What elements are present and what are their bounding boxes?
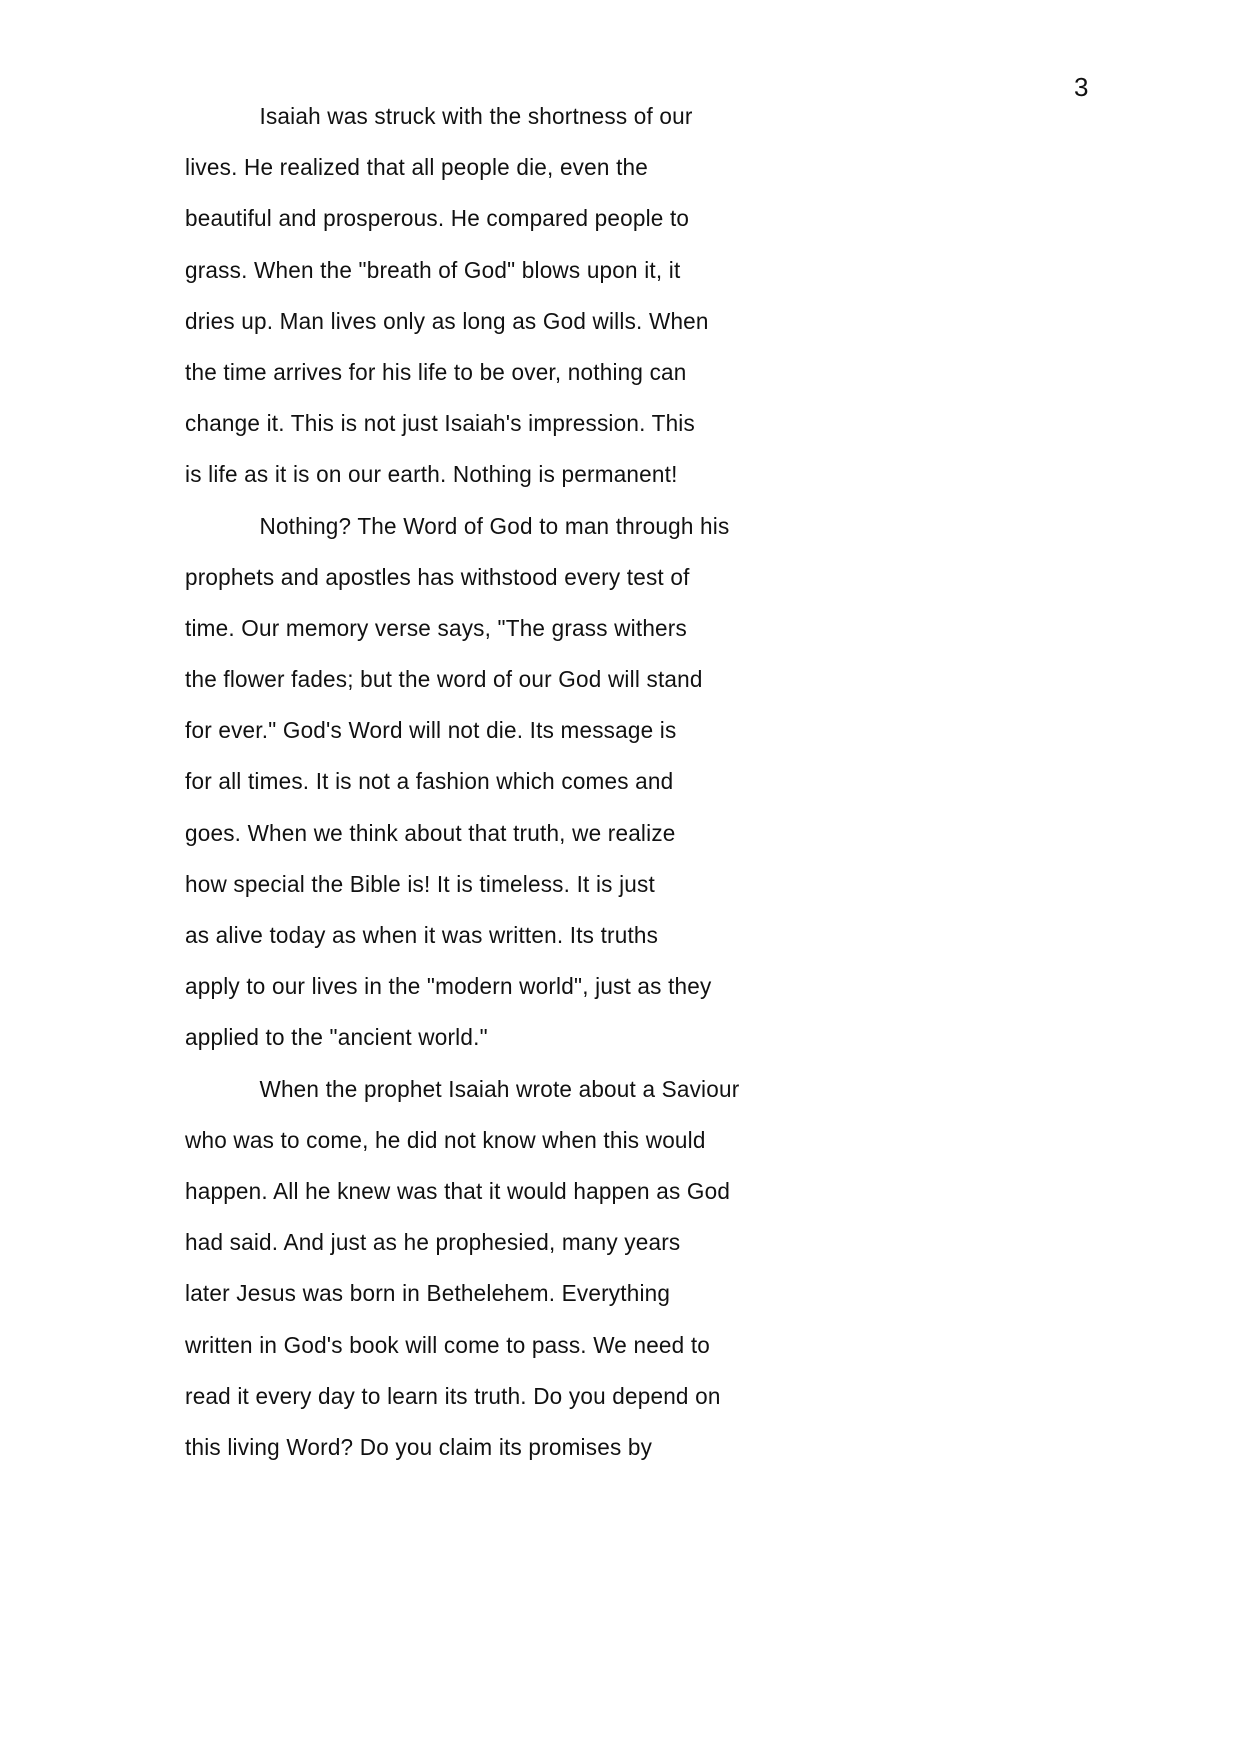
text-line: how special the Bible is! It is timeless. It is just — [185, 870, 655, 897]
paragraph-1 — [185, 91, 885, 501]
text-line: this living Word? Do you claim its promises by — [185, 1433, 653, 1460]
text-line: prophets and apostles has withstood every test of — [185, 563, 690, 590]
text-line: later Jesus was born in Bethelehem. Everything — [185, 1280, 671, 1307]
text-line: Nothing? The Word of God to man through his — [259, 512, 730, 539]
body-text — [185, 91, 885, 1473]
text-line: lives. He realized that all people die, even the — [185, 154, 649, 181]
page-number: 3 — [1074, 72, 1089, 102]
text-line: for all times. It is not a fashion which comes and — [185, 768, 674, 795]
text-line: grass. When the "breath of God" blows upon it, it — [185, 256, 681, 283]
text-line: apply to our lives in the "modern world", just as they — [185, 973, 712, 1000]
text-line: goes. When we think about that truth, we realize — [185, 819, 676, 846]
text-line: When the prophet Isaiah wrote about a Saviour — [259, 1075, 740, 1102]
paragraph-3 — [185, 1064, 885, 1474]
text-line: the flower fades; but the word of our God will stand — [185, 666, 703, 693]
text-line: for ever." God's Word will not die. Its message is — [185, 717, 677, 744]
text-line: the time arrives for his life to be over, nothing can — [185, 358, 687, 385]
text-line: dries up. Man lives only as long as God wills. When — [185, 307, 709, 334]
text-line: as alive today as when it was written. Its truths — [185, 922, 659, 948]
text-line: time. Our memory verse says, "The grass withers — [185, 614, 687, 641]
paragraph-2 — [185, 501, 885, 1064]
text-line: written in God's book will come to pass. We need to — [185, 1331, 711, 1358]
text-line: beautiful and prosperous. He compared people to — [185, 205, 690, 232]
text-line: Isaiah was struck with the shortness of our — [259, 103, 693, 129]
text-line: happen. All he knew was that it would happen as God — [185, 1177, 731, 1204]
text-line: applied to the "ancient world." — [185, 1024, 488, 1051]
text-line: is life as it is on our earth. Nothing is permanent! — [185, 461, 678, 488]
text-line: who was to come, he did not know when this would — [185, 1126, 706, 1153]
text-line: had said. And just as he prophesied, many years — [185, 1229, 681, 1256]
text-line: read it every day to learn its truth. Do you depend on — [185, 1382, 721, 1409]
text-line: change it. This is not just Isaiah's impression. This — [185, 410, 695, 437]
